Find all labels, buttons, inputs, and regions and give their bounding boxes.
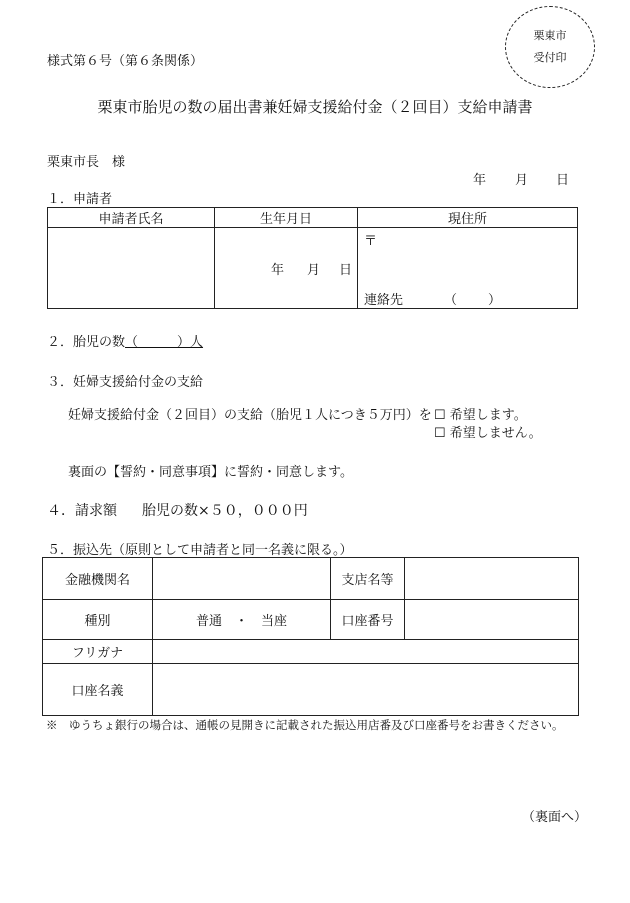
section5-heading: ５．振込先（原則として申請者と同一名義に限る。） [47,543,353,558]
postal-mark: 〒 [364,234,378,249]
address-header: 現住所 [358,208,578,228]
birth-month-label: 月 [307,263,321,278]
contact-paren-close: ） [488,293,502,308]
fetus-count-line [47,331,203,350]
account-holder-field[interactable] [153,664,579,716]
applicant-name-header: 申請者氏名 [48,208,215,228]
bank-name-label: 金融機関名 [43,558,153,600]
form-title: 栗東市胎児の数の届出書兼妊婦支援給付金（２回目）支給申請書 [97,98,533,116]
bank-account-table [42,557,579,716]
birth-year-label: 年 [271,263,285,278]
date-day: 日 [556,173,570,188]
section1-heading: １．申請者 [47,192,113,207]
account-type-label: 種別 [43,600,153,640]
bank-name-field[interactable] [153,558,331,600]
account-number-label: 口座番号 [331,600,405,640]
applicant-name-field[interactable] [48,228,215,309]
form-number: 様式第６号（第６条関係） [47,54,204,69]
japan-post-bank-note: ※ ゆうちょ銀行の場合は、通帳の見開きに記載された振込用店番及び口座番号をお書きください。 [46,718,564,732]
reception-stamp-circle [505,6,595,88]
consent-statement: 裏面の【誓約・同意事項】に誓約・同意します。 [68,465,353,480]
option-wish-checkbox[interactable]: ☐ 希望します。 [434,408,527,423]
contact-label: 連絡先 [364,293,404,308]
account-number-field[interactable] [405,600,579,640]
branch-label: 支店名等 [331,558,405,600]
account-type-options[interactable]: 普通 ・ 当座 [153,600,331,640]
fetus-count-label: ２．胎児の数 [47,335,126,350]
section3-heading: ３．妊婦支援給付金の支給 [47,375,204,390]
stamp-line-2: 受付印 [533,51,567,64]
address-field[interactable] [358,228,578,309]
branch-field[interactable] [405,558,579,600]
option-no-wish-checkbox[interactable]: ☐ 希望しません。 [434,426,542,441]
date-month: 月 [515,173,529,188]
birthdate-header: 生年月日 [215,208,358,228]
date-year: 年 [473,173,487,188]
stamp-line-1: 栗東市 [533,29,567,42]
contact-paren-open: （ [444,293,458,308]
fetus-count-blank[interactable]: （ ）人 [125,335,204,350]
benefit-description: 妊婦支援給付金（２回目）の支給（胎児１人につき５万円）を [68,408,432,423]
claim-amount-label: ４．請求額 [47,503,117,519]
furigana-field[interactable] [153,640,579,664]
continue-on-back: （裏面へ） [522,810,588,825]
furigana-label: フリガナ [43,640,153,664]
account-holder-label: 口座名義 [43,664,153,716]
applicant-table [47,207,578,309]
claim-amount-formula: 胎児の数×５０，０００円 [142,503,308,519]
addressee: 栗東市長 様 [47,155,126,170]
birthdate-field[interactable] [215,228,358,309]
birth-day-label: 日 [339,263,353,278]
